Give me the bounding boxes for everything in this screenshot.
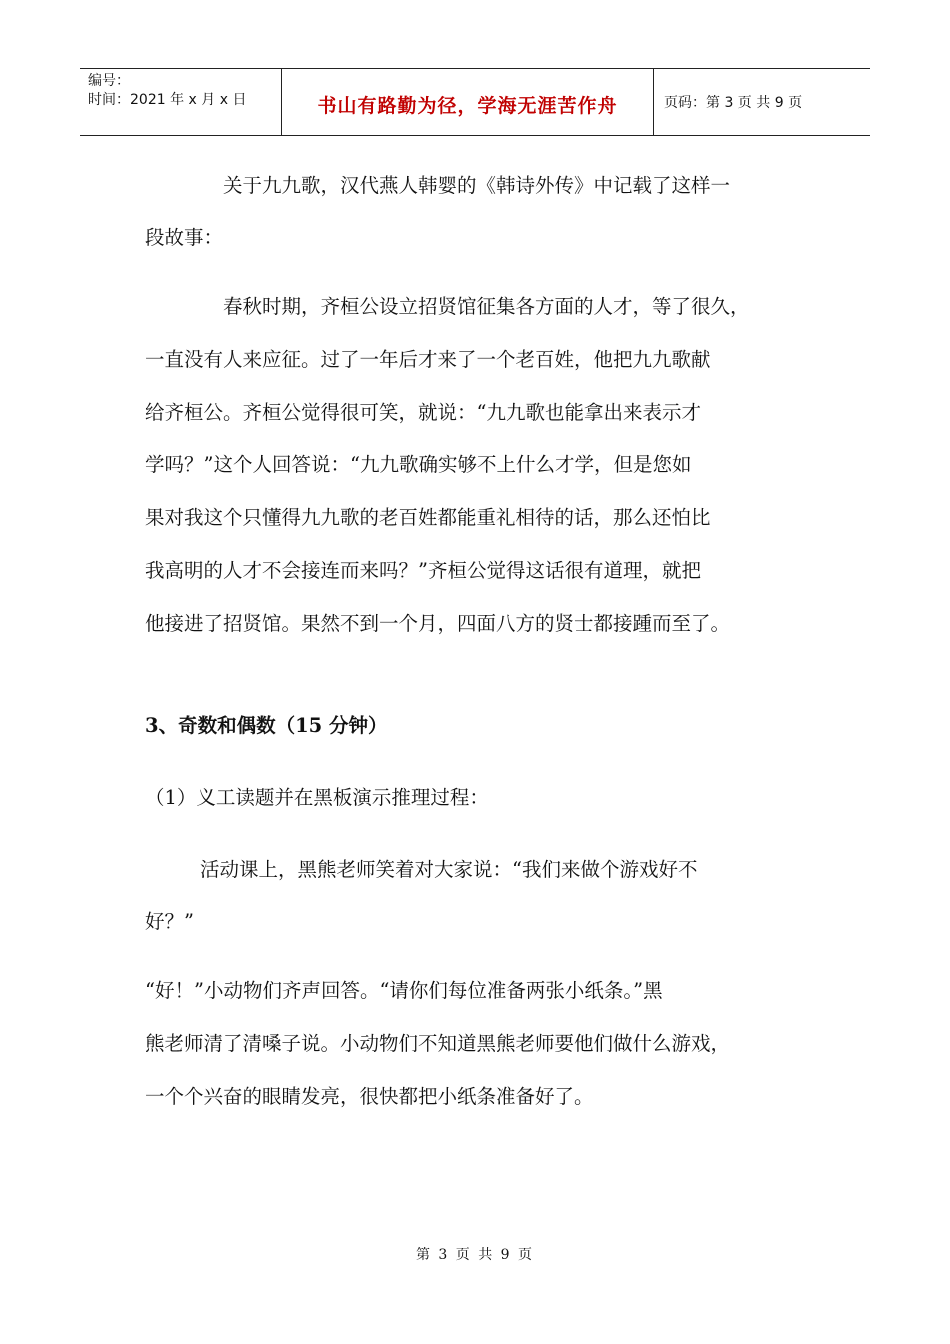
text-line: 他接进了招贤馆。果然不到一个月，四面八方的贤士都接踵而至了。 xyxy=(145,611,731,635)
text-line: 学吗？”这个人回答说：“九九歌确实够不上什么才学，但是您如 xyxy=(145,453,692,477)
header-motto-cell xyxy=(282,69,654,135)
header-meta-cell xyxy=(80,69,282,135)
text-line: 活动课上，黑熊老师笑着对大家说：“我们来做个游戏好不 xyxy=(200,858,698,881)
paragraph-qihuangong-story xyxy=(145,281,835,651)
text-line: “好！”小动物们齐声回答。“请你们每位准备两张小纸条。”黑 xyxy=(145,979,663,1002)
text-line: 段故事： xyxy=(145,226,224,249)
page-header xyxy=(80,68,870,136)
header-motto: 书山有路勤为径，学海无涯苦作舟 xyxy=(317,95,618,117)
text-line: 果对我这个只懂得九九歌的老百姓都能重礼相待的话，那么还怕比 xyxy=(145,506,711,530)
text-line: 关于九九歌，汉代燕人韩婴的《韩诗外传》中记载了这样一 xyxy=(223,174,731,197)
text-line: 春秋时期，齐桓公设立招贤馆征集各方面的人才，等了很久， xyxy=(223,295,750,318)
step-instruction: （1）义工读题并在黑板演示推理过程： xyxy=(145,786,489,809)
paragraph-jiujiu-intro xyxy=(145,160,835,264)
page-footer: 第 3 页 共 9 页 xyxy=(415,1247,535,1263)
text-line: 我高明的人才不会接连而来吗？”齐桓公觉得这话很有道理，就把 xyxy=(145,558,701,582)
text-line: 一直没有人来应征。过了一年后才来了一个老百姓，他把九九歌献 xyxy=(145,347,711,371)
text-line: 一个个兴奋的眼睛发亮，很快都把小纸条准备好了。 xyxy=(145,1084,594,1108)
header-page-code: 页码：第 3 页 共 9 页 xyxy=(664,95,803,111)
paragraph-animals-reply xyxy=(145,965,835,1123)
paragraph-game-intro xyxy=(145,844,835,948)
document-date: 时间：2021 年 x 月 x 日 xyxy=(88,92,247,108)
section-heading: 3、奇数和偶数（15 分钟） xyxy=(145,714,388,737)
document-number-label: 编号： xyxy=(88,73,130,89)
text-line: 好？” xyxy=(145,910,194,933)
text-line: 熊老师清了清嗓子说。小动物们不知道黑熊老师要他们做什么游戏， xyxy=(145,1031,731,1055)
text-line: 给齐桓公。齐桓公觉得很可笑，就说：“九九歌也能拿出来表示才 xyxy=(145,400,701,424)
header-page-cell xyxy=(654,69,870,135)
